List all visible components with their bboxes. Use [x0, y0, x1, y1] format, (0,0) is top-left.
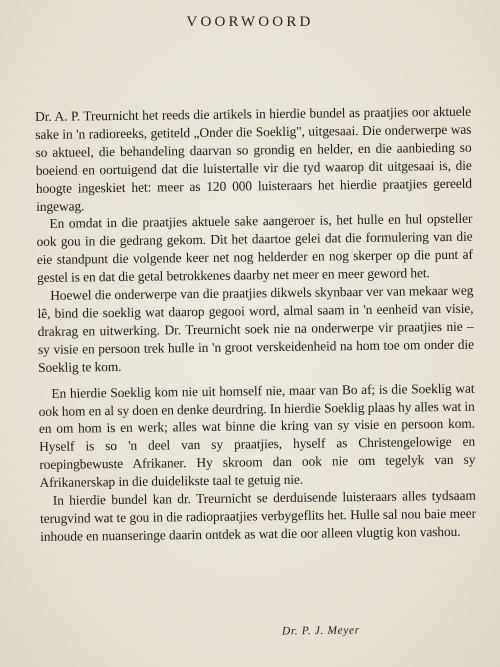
paragraph-4: En hierdie Soeklig kom nie uit homself nie, maar van Bo af; is die Soeklig wat ook hom en al sy doen en denke deurdring. In hierdie Soeklig plaas hy alles wat in en om hom is en werk; alles wat binne die kring van sy visie en persoon kom. Hyself is so 'n deel van sy praatjies, hyself as Christengelowige en roepingbewuste Afrikaner. Hy skroom dan ook nie om tegelyk van sy Afrikanerskap in die duidelikste taal te getuig nie. — [38, 380, 476, 491]
foreword-body — [35, 103, 476, 546]
paragraph-1: Dr. A. P. Treurnicht het reeds die artikels in hierdie bundel as praatjies oor aktuele sake in 'n radioreeks, getiteld „Onder die Soeklig", uitgesaai. Die onderwerpe was so aktueel, die behandeling daarvan so grondig en helder, en die aanbieding so boeiend en oortuigend dat die luistertalle vir die tyd waarop dit uitgesaai is, die hoogte ingeskiet het: meer as 120 000 luisteraars het hierdie praatjies gereeld ingewag. — [35, 103, 473, 214]
paragraph-5: In hierdie bundel kan dr. Treurnicht se derduisende luisteraars alles tydsaam terugvind wat te gou in die radiopraatjies verbygeflits het. Hulle sal nou baie meer inhoude en nuanseringe daarin ontdek as wat die oor alleen vlugtig kon vashou. — [39, 487, 477, 544]
paragraph-3: Hoewel die onderwerpe van die praatjies dikwels skynbaar ver van mekaar weg lê, bind die soeklig wat daarop gegooi word, almal saam in 'n eenheid van visie, drakrag en uitwerking. Dr. Treurnicht soek nie na onderwerpe vir praatjies nie – sy visie en persoon trek hulle in 'n groot verskeidenheid na hom toe om onder die Soeklig te kom. — [37, 282, 475, 375]
author-signature: Dr. P. J. Meyer — [281, 624, 360, 638]
paragraph-2: En omdat in die praatjies aktuele sake aangeroer is, het hulle en hul opsteller ook gou in die gedrang gekom. Dit het daartoe gelei dat die formulering van die eie standpunt die volgende keer net nog helderder en nog skerper op die punt af gestel is en dat die getal betrokkenes daarby net meer en meer geword het. — [36, 211, 473, 286]
page-heading: VOORWOORD — [186, 14, 314, 30]
